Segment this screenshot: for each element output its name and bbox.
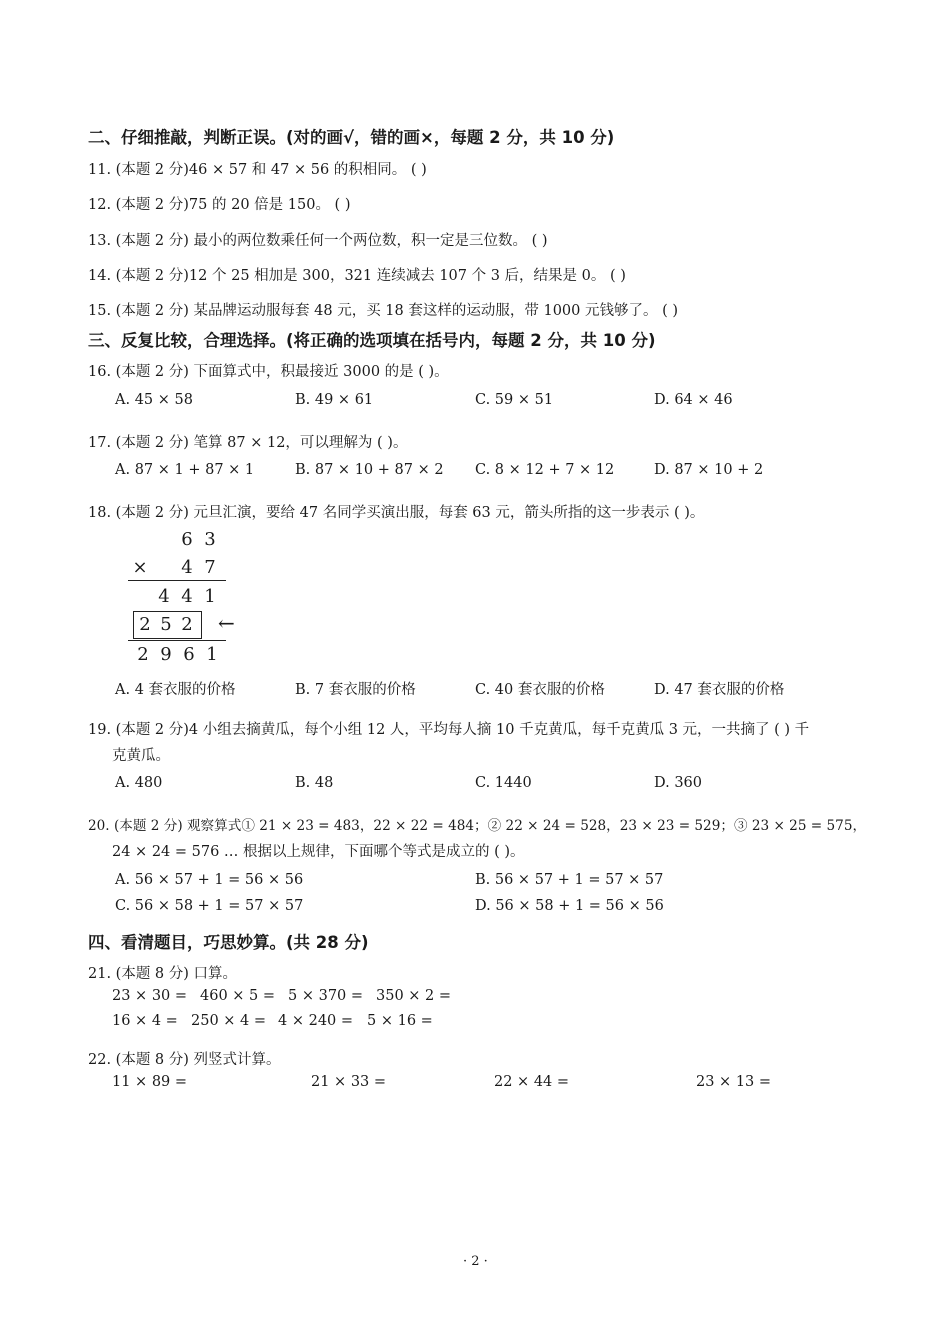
q19-option-b: B. 48	[295, 775, 334, 791]
digit: 3	[204, 529, 216, 550]
question-18-stem: 18. (本题 2 分) 元旦汇演，要给 47 名同学买演出服，每套 63 元，箭头所指的这一步表示 ( )。	[88, 505, 705, 521]
times-sign: ×	[132, 557, 148, 578]
q17-option-a: A. 87 × 1 + 87 × 1	[115, 462, 255, 478]
question-20-stem: 20. (本题 2 分) 观察算式① 21 × 23 = 483，22 × 22 = 484；② 22 × 24 = 528，23 × 23 = 529；③ 23 × 25 = 575，	[88, 818, 867, 834]
question-14: 14. (本题 2 分)12 个 25 相加是 300，321 连续减去 107 个 3 后，结果是 0。 ( )	[88, 268, 626, 284]
q18-option-d: D. 47 套衣服的价格	[654, 682, 785, 698]
digit: 4	[181, 586, 193, 607]
q16-option-c: C. 59 × 51	[475, 392, 554, 408]
digit: 6	[183, 644, 195, 665]
q18-option-a: A. 4 套衣服的价格	[115, 682, 236, 698]
q18-option-b: B. 7 套衣服的价格	[295, 682, 416, 698]
question-19-stem-cont: 克黄瓜。	[112, 748, 170, 764]
digit: 4	[158, 586, 170, 607]
vertical-calc-item: 11 × 89 =	[112, 1074, 188, 1090]
question-22-stem: 22. (本题 8 分) 列竖式计算。	[88, 1052, 281, 1068]
page-number: · 2 ·	[463, 1254, 488, 1269]
q20-option-b: B. 56 × 57 + 1 = 57 × 57	[475, 872, 664, 888]
vertical-calc-item: 22 × 44 =	[494, 1074, 570, 1090]
oral-calc-item: 460 × 5 =	[200, 988, 276, 1004]
section-4-heading: 四、看清题目，巧思妙算。(共 28 分)	[88, 933, 369, 952]
q16-option-d: D. 64 × 46	[654, 392, 733, 408]
oral-calc-item: 4 × 240 =	[278, 1013, 354, 1029]
question-11: 11. (本题 2 分)46 × 57 和 47 × 56 的积相同。 ( )	[88, 162, 427, 178]
digit: 2	[139, 614, 151, 635]
question-21-stem: 21. (本题 8 分) 口算。	[88, 966, 238, 982]
digit: 1	[204, 586, 216, 607]
question-19-stem: 19. (本题 2 分)4 小组去摘黄瓜，每个小组 12 人，平均每人摘 10 千克黄瓜，每千克黄瓜 3 元，一共摘了 ( ) 千	[88, 722, 810, 738]
question-13: 13. (本题 2 分) 最小的两位数乘任何一个两位数，积一定是三位数。 ( )	[88, 233, 548, 249]
digit: 5	[160, 614, 172, 635]
question-15: 15. (本题 2 分) 某品牌运动服每套 48 元，买 18 套这样的运动服，带 1000 元钱够了。 ( )	[88, 303, 679, 319]
q19-option-a: A. 480	[115, 775, 163, 791]
vertical-calc-item: 23 × 13 =	[696, 1074, 772, 1090]
oral-calc-item: 5 × 370 =	[288, 988, 364, 1004]
oral-calc-item: 250 × 4 =	[191, 1013, 267, 1029]
divider-line	[128, 640, 226, 641]
digit: 1	[206, 644, 218, 665]
oral-calc-item: 350 × 2 =	[376, 988, 452, 1004]
q19-option-d: D. 360	[654, 775, 703, 791]
oral-calc-item: 16 × 4 =	[112, 1013, 178, 1029]
question-17-stem: 17. (本题 2 分) 笔算 87 × 12，可以理解为 ( )。	[88, 435, 408, 451]
oral-calc-item: 5 × 16 =	[367, 1013, 433, 1029]
arrow-left-icon: ←	[218, 611, 235, 635]
q16-option-a: A. 45 × 58	[115, 392, 193, 408]
digit: 9	[160, 644, 172, 665]
question-12: 12. (本题 2 分)75 的 20 倍是 150。 ( )	[88, 197, 351, 213]
q17-option-b: B. 87 × 10 + 87 × 2	[295, 462, 444, 478]
digit: 7	[204, 557, 216, 578]
oral-calc-item: 23 × 30 =	[112, 988, 188, 1004]
digit: 6	[181, 529, 193, 550]
q18-option-c: C. 40 套衣服的价格	[475, 682, 605, 698]
section-3-heading: 三、反复比较，合理选择。(将正确的选项填在括号内，每题 2 分，共 10 分)	[88, 331, 656, 350]
q19-option-c: C. 1440	[475, 775, 532, 791]
question-20-stem-cont: 24 × 24 = 576 … 根据以上规律，下面哪个等式是成立的 ( )。	[112, 844, 525, 860]
q20-option-d: D. 56 × 58 + 1 = 56 × 56	[475, 898, 664, 914]
digit: 2	[181, 614, 193, 635]
q20-option-a: A. 56 × 57 + 1 = 56 × 56	[115, 872, 304, 888]
section-2-heading: 二、仔细推敲，判断正误。(对的画√，错的画×，每题 2 分，共 10 分)	[88, 128, 615, 147]
vertical-calc-item: 21 × 33 =	[311, 1074, 387, 1090]
digit: 2	[137, 644, 149, 665]
divider-line	[128, 580, 226, 581]
q17-option-c: C. 8 × 12 + 7 × 12	[475, 462, 615, 478]
digit: 4	[181, 557, 193, 578]
question-16-stem: 16. (本题 2 分) 下面算式中，积最接近 3000 的是 ( )。	[88, 364, 449, 380]
q20-option-c: C. 56 × 58 + 1 = 57 × 57	[115, 898, 304, 914]
q16-option-b: B. 49 × 61	[295, 392, 374, 408]
q17-option-d: D. 87 × 10 + 2	[654, 462, 764, 478]
